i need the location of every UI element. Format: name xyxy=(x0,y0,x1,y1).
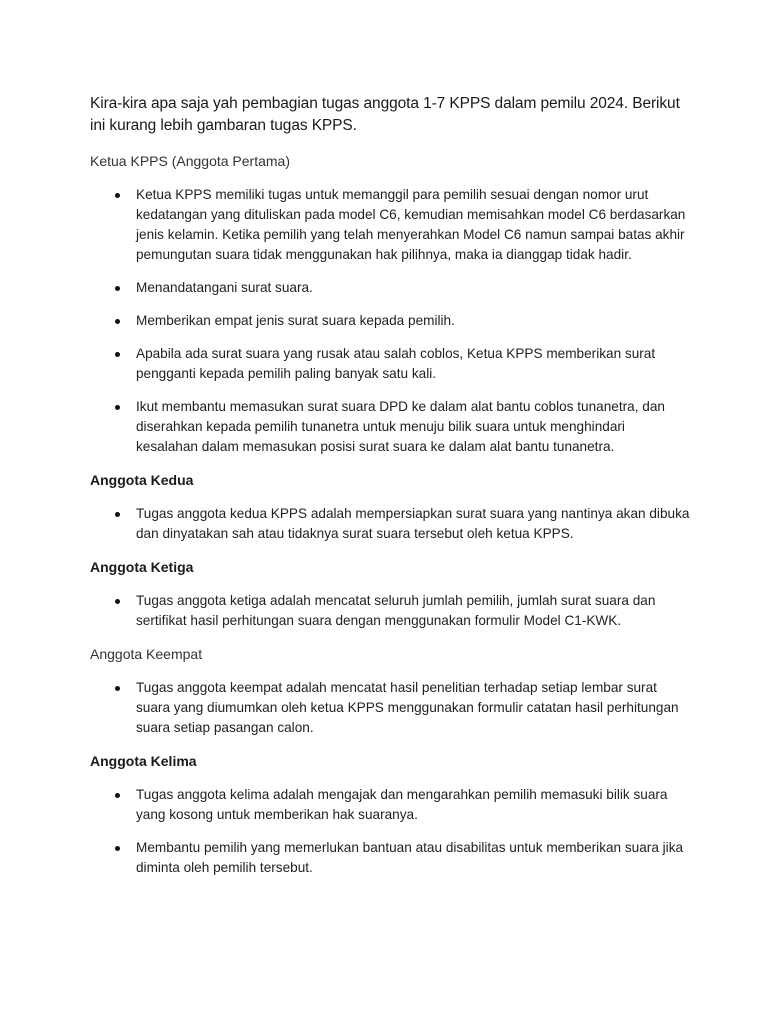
task-list xyxy=(90,785,690,878)
list-item: Tugas anggota kelima adalah mengajak dan mengarahkan pemilih memasuki bilik suara yang kosong untuk memberikan hak suaranya. xyxy=(90,785,690,825)
document-page xyxy=(90,93,690,891)
list-item: Ketua KPPS memiliki tugas untuk memanggil para pemilih sesuai dengan nomor urut kedatangan yang dituliskan pada model C6, kemudian memisahkan model C6 berdasarkan jenis kelamin. Ketika pemilih yang telah menyerahkan Model C6 namun sampai batas akhir pemungutan suara tidak menggunakan hak pilihnya, maka ia dianggap tidak hadir. xyxy=(90,185,690,265)
list-item: Ikut membantu memasukan surat suara DPD ke dalam alat bantu coblos tunanetra, dan diserahkan kepada pemilih tunanetra untuk menuju bilik suara untuk menghindari kesalahan dalam memasukan posisi surat suara ke dalam alat bantu tunanetra. xyxy=(90,397,690,457)
list-item: Memberikan empat jenis surat suara kepada pemilih. xyxy=(90,311,690,331)
section-heading: Anggota Kedua xyxy=(90,472,194,488)
intro-paragraph: Kira-kira apa saja yah pembagian tugas anggota 1-7 KPPS dalam pemilu 2024. Berikut ini kurang lebih gambaran tugas KPPS. xyxy=(90,95,680,134)
section-heading: Ketua KPPS (Anggota Pertama) xyxy=(90,153,290,169)
task-list xyxy=(90,185,690,457)
task-list xyxy=(90,591,690,631)
list-item: Tugas anggota kedua KPPS adalah mempersiapkan surat suara yang nantinya akan dibuka dan dinyatakan sah atau tidaknya surat suara tersebut oleh ketua KPPS. xyxy=(90,504,690,544)
list-item: Menandatangani surat suara. xyxy=(90,278,690,298)
section-anggota-kelima xyxy=(90,751,690,878)
section-anggota-ketiga xyxy=(90,557,690,631)
task-list xyxy=(90,678,690,738)
section-heading: Anggota Ketiga xyxy=(90,559,194,575)
list-item: Membantu pemilih yang memerlukan bantuan atau disabilitas untuk memberikan suara jika diminta oleh pemilih tersebut. xyxy=(90,838,690,878)
list-item: Tugas anggota keempat adalah mencatat hasil penelitian terhadap setiap lembar surat suara yang diumumkan oleh ketua KPPS menggunakan formulir catatan hasil perhitungan suara setiap pasangan calon. xyxy=(90,678,690,738)
section-anggota-keempat xyxy=(90,644,690,738)
section-heading: Anggota Kelima xyxy=(90,753,197,769)
section-anggota-kedua xyxy=(90,470,690,544)
section-heading: Anggota Keempat xyxy=(90,646,203,662)
section-ketua-kpps xyxy=(90,151,690,457)
list-item: Tugas anggota ketiga adalah mencatat seluruh jumlah pemilih, jumlah surat suara dan sertifikat hasil perhitungan suara dengan menggunakan formulir Model C1-KWK. xyxy=(90,591,690,631)
task-list xyxy=(90,504,690,544)
list-item: Apabila ada surat suara yang rusak atau salah coblos, Ketua KPPS memberikan surat pengganti kepada pemilih paling banyak satu kali. xyxy=(90,344,690,384)
